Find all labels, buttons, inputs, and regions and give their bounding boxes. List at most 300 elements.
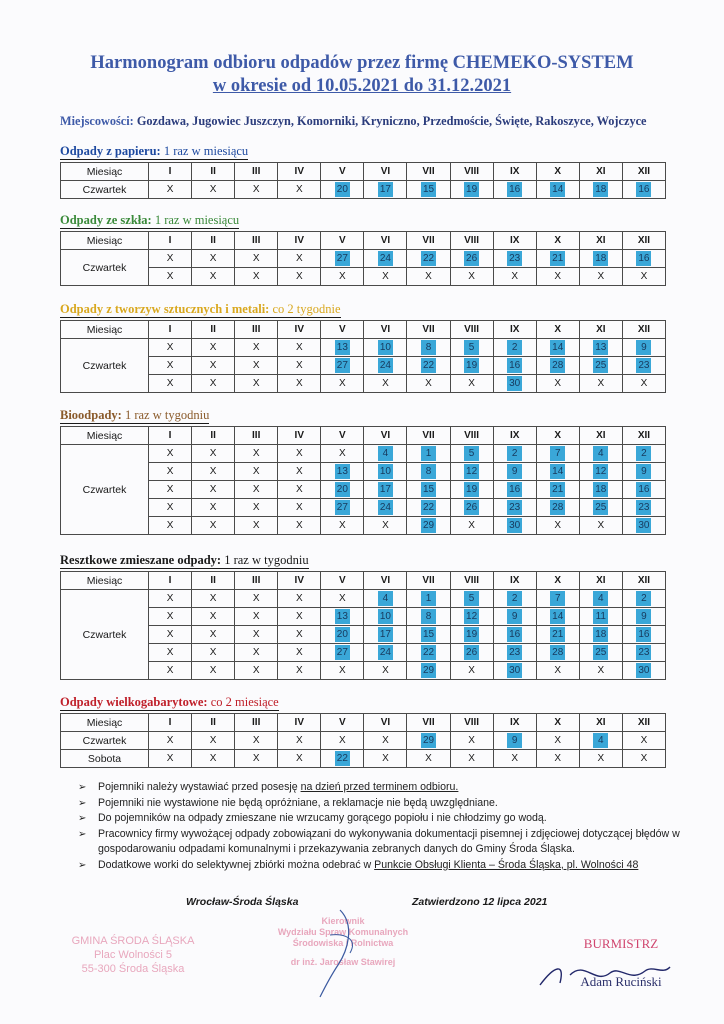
pickup-day: 22 xyxy=(422,359,435,371)
no-pickup-mark: X xyxy=(252,592,260,604)
month-header-cell: VII xyxy=(407,572,450,590)
month-header-cell: VII xyxy=(407,321,450,339)
table-row xyxy=(61,608,666,626)
weekday-label: Czwartek xyxy=(61,590,149,680)
no-pickup-mark: X xyxy=(252,377,260,389)
no-pickup-mark: X xyxy=(339,447,346,459)
note-text-part: Pojemniki należy wystawiać przed posesję xyxy=(98,781,301,793)
date-cell xyxy=(278,250,321,268)
date-cell xyxy=(407,445,450,463)
no-pickup-mark: X xyxy=(166,359,174,371)
date-cell xyxy=(622,732,665,750)
date-cell xyxy=(321,181,364,199)
date-cell xyxy=(192,375,235,393)
month-header-cell: VII xyxy=(407,232,450,250)
date-cell xyxy=(364,590,407,608)
pickup-day: 17 xyxy=(379,483,391,495)
date-cell xyxy=(192,750,235,768)
weekday-label: Czwartek xyxy=(61,732,149,750)
date-cell xyxy=(149,375,192,393)
pickup-day: 23 xyxy=(509,501,521,513)
no-pickup-mark: X xyxy=(252,270,260,282)
pickup-day: 14 xyxy=(552,610,564,622)
no-pickup-mark: X xyxy=(295,646,303,658)
no-pickup-mark: X xyxy=(295,519,303,531)
date-cell xyxy=(450,481,493,499)
table-row xyxy=(61,732,666,750)
pickup-day: 30 xyxy=(509,664,521,676)
pickup-day: 9 xyxy=(507,464,522,479)
date-cell xyxy=(407,250,450,268)
no-pickup-mark: X xyxy=(209,183,217,195)
date-cell xyxy=(278,463,321,481)
pickup-day: 8 xyxy=(421,609,436,624)
pickup-day: 8 xyxy=(421,464,436,479)
month-header-label: Miesiąc xyxy=(61,232,149,250)
no-pickup-mark: X xyxy=(166,341,174,353)
month-header-row xyxy=(61,232,666,250)
weekday-label: Czwartek xyxy=(61,445,149,535)
no-pickup-mark: X xyxy=(252,734,260,746)
date-cell xyxy=(149,268,192,286)
pickup-day: 16 xyxy=(638,628,650,640)
no-pickup-mark: X xyxy=(252,628,260,640)
date-cell xyxy=(278,481,321,499)
pickup-day: 18 xyxy=(595,183,607,195)
date-cell xyxy=(450,662,493,680)
date-cell xyxy=(579,339,622,357)
pickup-day: 23 xyxy=(509,646,521,658)
section-title xyxy=(60,553,309,569)
no-pickup-mark: X xyxy=(252,483,260,495)
month-header-cell: VI xyxy=(364,163,407,181)
date-cell xyxy=(450,644,493,662)
no-pickup-mark: X xyxy=(468,519,475,531)
date-cell xyxy=(622,357,665,375)
date-cell xyxy=(493,481,536,499)
title-line-1: Harmonogram odbioru odpadów przez firmę CHEMEKO-SYSTEM xyxy=(90,53,634,73)
month-header-cell: IX xyxy=(493,572,536,590)
month-header-cell: XII xyxy=(622,714,665,732)
date-cell xyxy=(536,357,579,375)
pickup-day: 15 xyxy=(422,628,435,640)
date-cell xyxy=(407,463,450,481)
pickup-day: 23 xyxy=(509,252,521,264)
no-pickup-mark: X xyxy=(166,664,174,676)
month-header-cell: III xyxy=(235,572,278,590)
no-pickup-mark: X xyxy=(640,377,648,389)
month-header-cell: IX xyxy=(493,163,536,181)
pickup-day: 16 xyxy=(509,183,521,195)
pickup-day: 28 xyxy=(552,646,564,658)
pickup-day: 7 xyxy=(550,446,565,461)
note-text-part: Pracownicy firmy wywożącej odpady zobowiązani do wykonywania dokumentacji pisemnej i zdjęciowej dotyczącej błędów w gospodarowaniu odpadami komunalnymi i przekazywania zebranych danych do Gminy Środa Śląska. xyxy=(98,827,680,855)
date-cell xyxy=(235,481,278,499)
stamp-line: Wydziału Spraw Komunalnych xyxy=(277,927,409,937)
month-header-cell: XI xyxy=(579,163,622,181)
date-cell xyxy=(536,644,579,662)
date-cell xyxy=(321,445,364,463)
month-header-cell: VII xyxy=(407,427,450,445)
date-cell xyxy=(235,626,278,644)
month-header-cell: IV xyxy=(278,232,321,250)
date-cell xyxy=(278,445,321,463)
pickup-day: 27 xyxy=(336,252,348,264)
date-cell xyxy=(622,181,665,199)
no-pickup-mark: X xyxy=(295,610,303,622)
pickup-day: 19 xyxy=(466,628,478,640)
month-header-cell: X xyxy=(536,321,579,339)
no-pickup-mark: X xyxy=(554,734,562,746)
pickup-day: 12 xyxy=(466,610,478,622)
date-cell xyxy=(450,750,493,768)
pickup-day: 29 xyxy=(422,519,435,531)
month-header-cell: III xyxy=(235,321,278,339)
pickup-day: 30 xyxy=(509,519,521,531)
date-cell xyxy=(278,339,321,357)
no-pickup-mark: X xyxy=(339,270,346,282)
pickup-day: 25 xyxy=(595,646,607,658)
month-header-cell: V xyxy=(321,321,364,339)
section-title xyxy=(60,302,341,318)
date-cell xyxy=(407,644,450,662)
no-pickup-mark: X xyxy=(554,752,562,764)
date-cell xyxy=(149,517,192,535)
month-header-cell: IV xyxy=(278,321,321,339)
no-pickup-mark: X xyxy=(339,592,346,604)
arrow-bullet-icon: ➢ xyxy=(78,813,87,824)
no-pickup-mark: X xyxy=(166,628,174,640)
date-cell xyxy=(192,463,235,481)
date-cell xyxy=(321,357,364,375)
month-header-cell: V xyxy=(321,163,364,181)
no-pickup-mark: X xyxy=(166,519,174,531)
date-cell xyxy=(321,608,364,626)
no-pickup-mark: X xyxy=(209,752,217,764)
city-label: Wrocław-Środa Śląska xyxy=(186,896,299,908)
note-item xyxy=(78,858,698,874)
date-cell xyxy=(536,268,579,286)
no-pickup-mark: X xyxy=(597,377,605,389)
date-cell xyxy=(149,357,192,375)
pickup-day: 15 xyxy=(422,483,435,495)
pickup-day: 27 xyxy=(336,646,348,658)
month-header-cell: II xyxy=(192,232,235,250)
no-pickup-mark: X xyxy=(511,270,518,282)
month-header-label: Miesiąc xyxy=(61,572,149,590)
pickup-day: 9 xyxy=(636,464,651,479)
month-header-cell: I xyxy=(149,321,192,339)
pickup-day: 24 xyxy=(379,252,391,264)
no-pickup-mark: X xyxy=(252,501,260,513)
approval-date: Zatwierdzono 12 lipca 2021 xyxy=(412,896,548,908)
date-cell xyxy=(579,732,622,750)
month-header-cell: VIII xyxy=(450,163,493,181)
date-cell xyxy=(407,339,450,357)
date-cell xyxy=(450,268,493,286)
month-header-cell: VI xyxy=(364,714,407,732)
no-pickup-mark: X xyxy=(166,465,174,477)
no-pickup-mark: X xyxy=(252,465,260,477)
date-cell xyxy=(235,375,278,393)
section-title-bold: Odpady ze szkła: xyxy=(60,213,152,227)
no-pickup-mark: X xyxy=(295,592,303,604)
date-cell xyxy=(364,644,407,662)
month-header-cell: X xyxy=(536,427,579,445)
date-cell xyxy=(364,250,407,268)
month-header-cell: VI xyxy=(364,232,407,250)
month-header-cell: II xyxy=(192,427,235,445)
no-pickup-mark: X xyxy=(209,664,217,676)
no-pickup-mark: X xyxy=(209,377,217,389)
pickup-day: 16 xyxy=(638,483,650,495)
date-cell xyxy=(493,608,536,626)
date-cell xyxy=(407,662,450,680)
pickup-day: 14 xyxy=(552,465,564,477)
date-cell xyxy=(364,750,407,768)
no-pickup-mark: X xyxy=(252,359,260,371)
month-header-cell: IV xyxy=(278,572,321,590)
date-cell xyxy=(149,732,192,750)
date-cell xyxy=(622,268,665,286)
pickup-day: 2 xyxy=(507,446,522,461)
date-cell xyxy=(192,517,235,535)
date-cell xyxy=(579,357,622,375)
section-title-frequency: 1 raz w miesiącu xyxy=(160,144,249,158)
date-cell xyxy=(493,445,536,463)
no-pickup-mark: X xyxy=(554,377,562,389)
month-header-cell: III xyxy=(235,232,278,250)
no-pickup-mark: X xyxy=(252,341,260,353)
pickup-day: 4 xyxy=(593,733,608,748)
no-pickup-mark: X xyxy=(209,646,217,658)
month-header-cell: VIII xyxy=(450,714,493,732)
no-pickup-mark: X xyxy=(209,734,217,746)
no-pickup-mark: X xyxy=(252,183,260,195)
note-text xyxy=(98,858,638,874)
no-pickup-mark: X xyxy=(295,483,303,495)
table-row xyxy=(61,517,666,535)
pickup-day: 2 xyxy=(507,591,522,606)
month-header-cell: XII xyxy=(622,321,665,339)
date-cell xyxy=(579,517,622,535)
mayor-title: BURMISTRZ xyxy=(583,936,659,951)
mayor-name: Adam Ruciński xyxy=(580,974,662,989)
date-cell xyxy=(235,463,278,481)
no-pickup-mark: X xyxy=(554,664,562,676)
no-pickup-mark: X xyxy=(166,270,174,282)
month-header-cell: XI xyxy=(579,714,622,732)
month-header-cell: XI xyxy=(579,572,622,590)
date-cell xyxy=(407,181,450,199)
date-cell xyxy=(493,517,536,535)
month-header-cell: X xyxy=(536,163,579,181)
month-header-cell: V xyxy=(321,714,364,732)
date-cell xyxy=(235,445,278,463)
pickup-day: 25 xyxy=(595,501,607,513)
table-row xyxy=(61,644,666,662)
pickup-day: 2 xyxy=(507,340,522,355)
pickup-day: 9 xyxy=(636,340,651,355)
section-title xyxy=(60,213,239,229)
pickup-day: 22 xyxy=(422,252,435,264)
date-cell xyxy=(579,375,622,393)
table-row xyxy=(61,626,666,644)
no-pickup-mark: X xyxy=(339,377,346,389)
month-header-cell: IX xyxy=(493,427,536,445)
no-pickup-mark: X xyxy=(468,664,475,676)
pickup-day: 26 xyxy=(466,646,478,658)
pickup-day: 29 xyxy=(422,734,435,746)
pickup-day: 28 xyxy=(552,359,564,371)
weekday-label: Sobota xyxy=(61,750,149,768)
section-title xyxy=(60,695,279,711)
section-title-frequency: 1 raz w tygodniu xyxy=(221,553,309,567)
date-cell xyxy=(192,268,235,286)
date-cell xyxy=(450,590,493,608)
month-header-label: Miesiąc xyxy=(61,321,149,339)
date-cell xyxy=(622,339,665,357)
pickup-day: 28 xyxy=(552,501,564,513)
note-item xyxy=(78,780,698,796)
date-cell xyxy=(450,357,493,375)
municipality-stamp xyxy=(58,934,208,976)
note-text xyxy=(98,796,498,812)
localities-list: Gozdawa, Jugowiec Juszczyn, Komorniki, Kryniczno, Przedmoście, Święte, Rakoszyce, Wojczyce xyxy=(136,114,647,128)
section-title-bold: Odpady wielkogabarytowe: xyxy=(60,695,208,709)
date-cell xyxy=(450,732,493,750)
month-header-cell: XII xyxy=(622,163,665,181)
no-pickup-mark: X xyxy=(597,664,605,676)
date-cell xyxy=(536,590,579,608)
note-underlined-part: na dzień przed terminem odbioru. xyxy=(300,781,459,793)
date-cell xyxy=(536,517,579,535)
date-cell xyxy=(364,517,407,535)
date-cell xyxy=(536,375,579,393)
date-cell xyxy=(278,608,321,626)
schedule-table xyxy=(60,162,666,199)
date-cell xyxy=(407,732,450,750)
no-pickup-mark: X xyxy=(382,519,389,531)
pickup-day: 18 xyxy=(595,628,607,640)
date-cell xyxy=(579,662,622,680)
month-header-cell: XII xyxy=(622,232,665,250)
date-cell xyxy=(493,357,536,375)
date-cell xyxy=(278,268,321,286)
date-cell xyxy=(536,463,579,481)
date-cell xyxy=(493,268,536,286)
pickup-day: 22 xyxy=(422,501,435,513)
no-pickup-mark: X xyxy=(252,646,260,658)
pickup-day: 13 xyxy=(336,341,348,353)
pickup-day: 16 xyxy=(509,628,521,640)
pickup-day: 1 xyxy=(421,591,436,606)
month-header-cell: II xyxy=(192,163,235,181)
date-cell xyxy=(579,626,622,644)
month-header-cell: I xyxy=(149,714,192,732)
pickup-day: 13 xyxy=(336,465,348,477)
month-header-cell: X xyxy=(536,232,579,250)
date-cell xyxy=(407,750,450,768)
date-cell xyxy=(622,608,665,626)
month-header-cell: IV xyxy=(278,714,321,732)
table-row xyxy=(61,339,666,357)
no-pickup-mark: X xyxy=(166,377,174,389)
no-pickup-mark: X xyxy=(295,734,303,746)
date-cell xyxy=(321,626,364,644)
month-header-label: Miesiąc xyxy=(61,163,149,181)
date-cell xyxy=(321,250,364,268)
no-pickup-mark: X xyxy=(209,483,217,495)
date-cell xyxy=(536,608,579,626)
date-cell xyxy=(321,375,364,393)
note-underlined-part: Punkcie Obsługi Klienta – Środa Śląska, pl. Wolności 48 xyxy=(374,858,639,871)
no-pickup-mark: X xyxy=(597,752,605,764)
arrow-bullet-icon: ➢ xyxy=(78,782,87,793)
date-cell xyxy=(493,463,536,481)
weekday-label: Czwartek xyxy=(61,181,149,199)
table-row xyxy=(61,250,666,268)
date-cell xyxy=(493,339,536,357)
no-pickup-mark: X xyxy=(166,501,174,513)
no-pickup-mark: X xyxy=(166,610,174,622)
table-row xyxy=(61,590,666,608)
no-pickup-mark: X xyxy=(209,628,217,640)
pickup-day: 12 xyxy=(466,465,478,477)
no-pickup-mark: X xyxy=(252,519,260,531)
date-cell xyxy=(579,499,622,517)
date-cell xyxy=(235,357,278,375)
no-pickup-mark: X xyxy=(295,447,303,459)
no-pickup-mark: X xyxy=(166,447,174,459)
date-cell xyxy=(321,463,364,481)
weekday-label: Czwartek xyxy=(61,339,149,393)
date-cell xyxy=(536,181,579,199)
no-pickup-mark: X xyxy=(252,252,260,264)
month-header-cell: XII xyxy=(622,427,665,445)
arrow-bullet-icon: ➢ xyxy=(78,828,87,840)
no-pickup-mark: X xyxy=(511,752,518,764)
note-item xyxy=(78,796,698,812)
date-cell xyxy=(493,750,536,768)
date-cell xyxy=(450,339,493,357)
date-cell xyxy=(407,375,450,393)
month-header-cell: I xyxy=(149,572,192,590)
month-header-cell: XI xyxy=(579,232,622,250)
date-cell xyxy=(364,268,407,286)
date-cell xyxy=(364,375,407,393)
pickup-day: 16 xyxy=(638,183,650,195)
no-pickup-mark: X xyxy=(166,734,174,746)
pickup-day: 18 xyxy=(595,483,607,495)
date-cell xyxy=(407,626,450,644)
date-cell xyxy=(192,499,235,517)
table-row xyxy=(61,463,666,481)
date-cell xyxy=(622,626,665,644)
date-cell xyxy=(235,339,278,357)
pickup-day: 19 xyxy=(466,359,478,371)
schedule-table xyxy=(60,571,666,680)
date-cell xyxy=(407,590,450,608)
date-cell xyxy=(407,517,450,535)
date-cell xyxy=(493,662,536,680)
date-cell xyxy=(579,463,622,481)
month-header-cell: II xyxy=(192,321,235,339)
date-cell xyxy=(450,250,493,268)
section-title-bold: Resztkowe zmieszane odpady: xyxy=(60,553,222,567)
schedule-table xyxy=(60,713,666,768)
date-cell xyxy=(364,499,407,517)
